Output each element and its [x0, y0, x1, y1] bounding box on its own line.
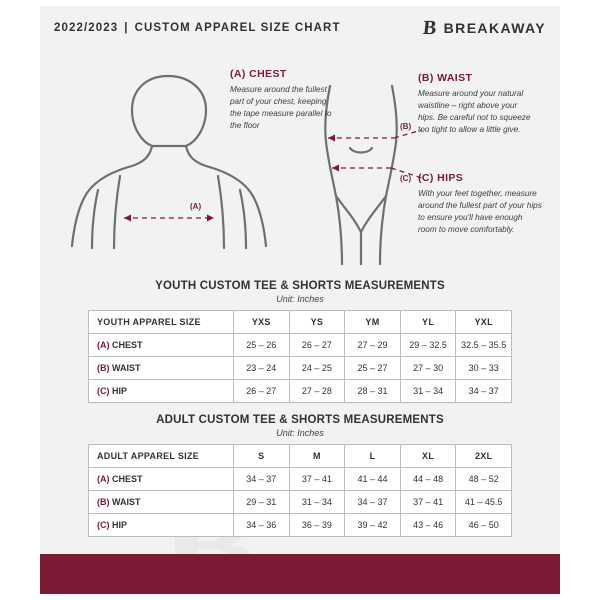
cell-chest-ym: 27 – 29	[345, 334, 401, 357]
cell-chest-ys: 26 – 27	[289, 334, 345, 357]
col-header-s: S	[234, 445, 290, 468]
row-label: CHEST	[112, 340, 143, 350]
cell-chest-m: 37 – 41	[289, 468, 345, 491]
note-waist	[418, 72, 536, 136]
cell-chest-l: 41 – 44	[345, 468, 401, 491]
cell-hip-l: 39 – 42	[345, 514, 401, 537]
col-header-ym: YM	[345, 311, 401, 334]
cell-hip-yxl: 34 – 37	[456, 380, 512, 403]
table-row	[89, 514, 512, 537]
col-header-yxs: YXS	[234, 311, 290, 334]
row-tag: (B)	[97, 363, 110, 373]
col-header-m: M	[289, 445, 345, 468]
row-tag: (B)	[97, 497, 110, 507]
row-label-hip	[89, 380, 234, 403]
table-row	[89, 380, 512, 403]
row-label: CHEST	[112, 474, 143, 484]
brand-lockup	[423, 18, 546, 38]
table-row	[89, 334, 512, 357]
note-chest-body: Measure around the fullest part of your chest, keeping the tape measure parallel to the floor	[230, 85, 332, 130]
footer-bar	[40, 554, 560, 594]
note-chest-title: (A) CHEST	[230, 68, 287, 80]
note-waist-title: (B) WAIST	[418, 72, 473, 84]
cell-hip-2xl: 46 – 50	[456, 514, 512, 537]
cell-waist-ym: 25 – 27	[345, 357, 401, 380]
row-label-chest	[89, 334, 234, 357]
col-header-size: YOUTH APPAREL SIZE	[89, 311, 234, 334]
cell-chest-yxl: 32.5 – 35.5	[456, 334, 512, 357]
col-header-l: L	[345, 445, 401, 468]
youth-table-title: YOUTH CUSTOM TEE & SHORTS MEASUREMENTS	[155, 280, 445, 292]
adult-size-table	[88, 444, 512, 537]
table-row	[89, 491, 512, 514]
cell-chest-2xl: 48 – 52	[456, 468, 512, 491]
col-header-yl: YL	[400, 311, 456, 334]
cell-hip-ym: 28 – 31	[345, 380, 401, 403]
breakaway-logo-icon: B	[422, 17, 438, 39]
cell-chest-xl: 44 – 48	[400, 468, 456, 491]
row-label-hip	[89, 514, 234, 537]
cell-waist-yl: 27 – 30	[400, 357, 456, 380]
cell-hip-xl: 43 – 46	[400, 514, 456, 537]
cell-waist-2xl: 41 – 45.5	[456, 491, 512, 514]
adult-table-title: ADULT CUSTOM TEE & SHORTS MEASUREMENTS	[156, 414, 444, 426]
waist-measure-label: (B)	[400, 122, 412, 131]
cell-waist-xl: 37 – 41	[400, 491, 456, 514]
col-header-yxl: YXL	[456, 311, 512, 334]
cell-waist-ys: 24 – 25	[289, 357, 345, 380]
cell-waist-yxl: 30 – 33	[456, 357, 512, 380]
adult-size-section	[88, 414, 512, 537]
row-label: WAIST	[112, 363, 141, 373]
season-label: 2022/2023	[54, 22, 119, 34]
page-title: CUSTOM APPAREL SIZE CHART	[134, 22, 341, 34]
row-tag: (C)	[97, 520, 110, 530]
row-tag: (A)	[97, 474, 110, 484]
note-waist-body: Measure around your natural waistline – right above your hips. Be careful not to squeeze too tight to allow a little give.	[418, 89, 531, 134]
cell-chest-s: 34 – 37	[234, 468, 290, 491]
cell-waist-l: 34 – 37	[345, 491, 401, 514]
header-separator: |	[124, 22, 129, 34]
note-hips	[418, 172, 542, 236]
cell-waist-yxs: 23 – 24	[234, 357, 290, 380]
cell-hip-s: 34 – 36	[234, 514, 290, 537]
col-header-ys: YS	[289, 311, 345, 334]
row-tag: (C)	[97, 386, 110, 396]
cell-hip-yxs: 26 – 27	[234, 380, 290, 403]
cell-hip-m: 36 – 39	[289, 514, 345, 537]
cell-waist-s: 29 – 31	[234, 491, 290, 514]
youth-table-unit: Unit: Inches	[276, 294, 324, 304]
cell-hip-ys: 27 – 28	[289, 380, 345, 403]
note-chest	[230, 68, 338, 132]
youth-size-section	[88, 280, 512, 403]
col-header-size: ADULT APPAREL SIZE	[89, 445, 234, 468]
col-header-xl: XL	[400, 445, 456, 468]
document-header	[40, 6, 560, 50]
col-header-2xl: 2XL	[456, 445, 512, 468]
table-row	[89, 357, 512, 380]
size-chart-sheet	[40, 6, 560, 594]
table-header-row	[89, 445, 512, 468]
row-label-waist	[89, 357, 234, 380]
cell-chest-yl: 29 – 32.5	[400, 334, 456, 357]
row-label: HIP	[112, 520, 128, 530]
measurement-diagram	[40, 50, 560, 275]
adult-table-unit: Unit: Inches	[276, 428, 324, 438]
hips-measure-label: (C)	[400, 174, 412, 183]
brand-name-label: BREAKAWAY	[443, 20, 546, 36]
chest-measure-label: (A)	[190, 202, 202, 211]
cell-waist-m: 31 – 34	[289, 491, 345, 514]
row-label: HIP	[112, 386, 128, 396]
row-tag: (A)	[97, 340, 110, 350]
row-label: WAIST	[112, 497, 141, 507]
cell-hip-yl: 31 – 34	[400, 380, 456, 403]
note-hips-title: (C) HIPS	[418, 172, 464, 184]
youth-size-table	[88, 310, 512, 403]
table-row	[89, 468, 512, 491]
note-hips-body: With your feet together, measure around the fullest part of your hips to ensure you'll have enough room to move comfortably.	[418, 189, 542, 234]
row-label-chest	[89, 468, 234, 491]
table-header-row	[89, 311, 512, 334]
row-label-waist	[89, 491, 234, 514]
cell-chest-yxs: 25 – 26	[234, 334, 290, 357]
